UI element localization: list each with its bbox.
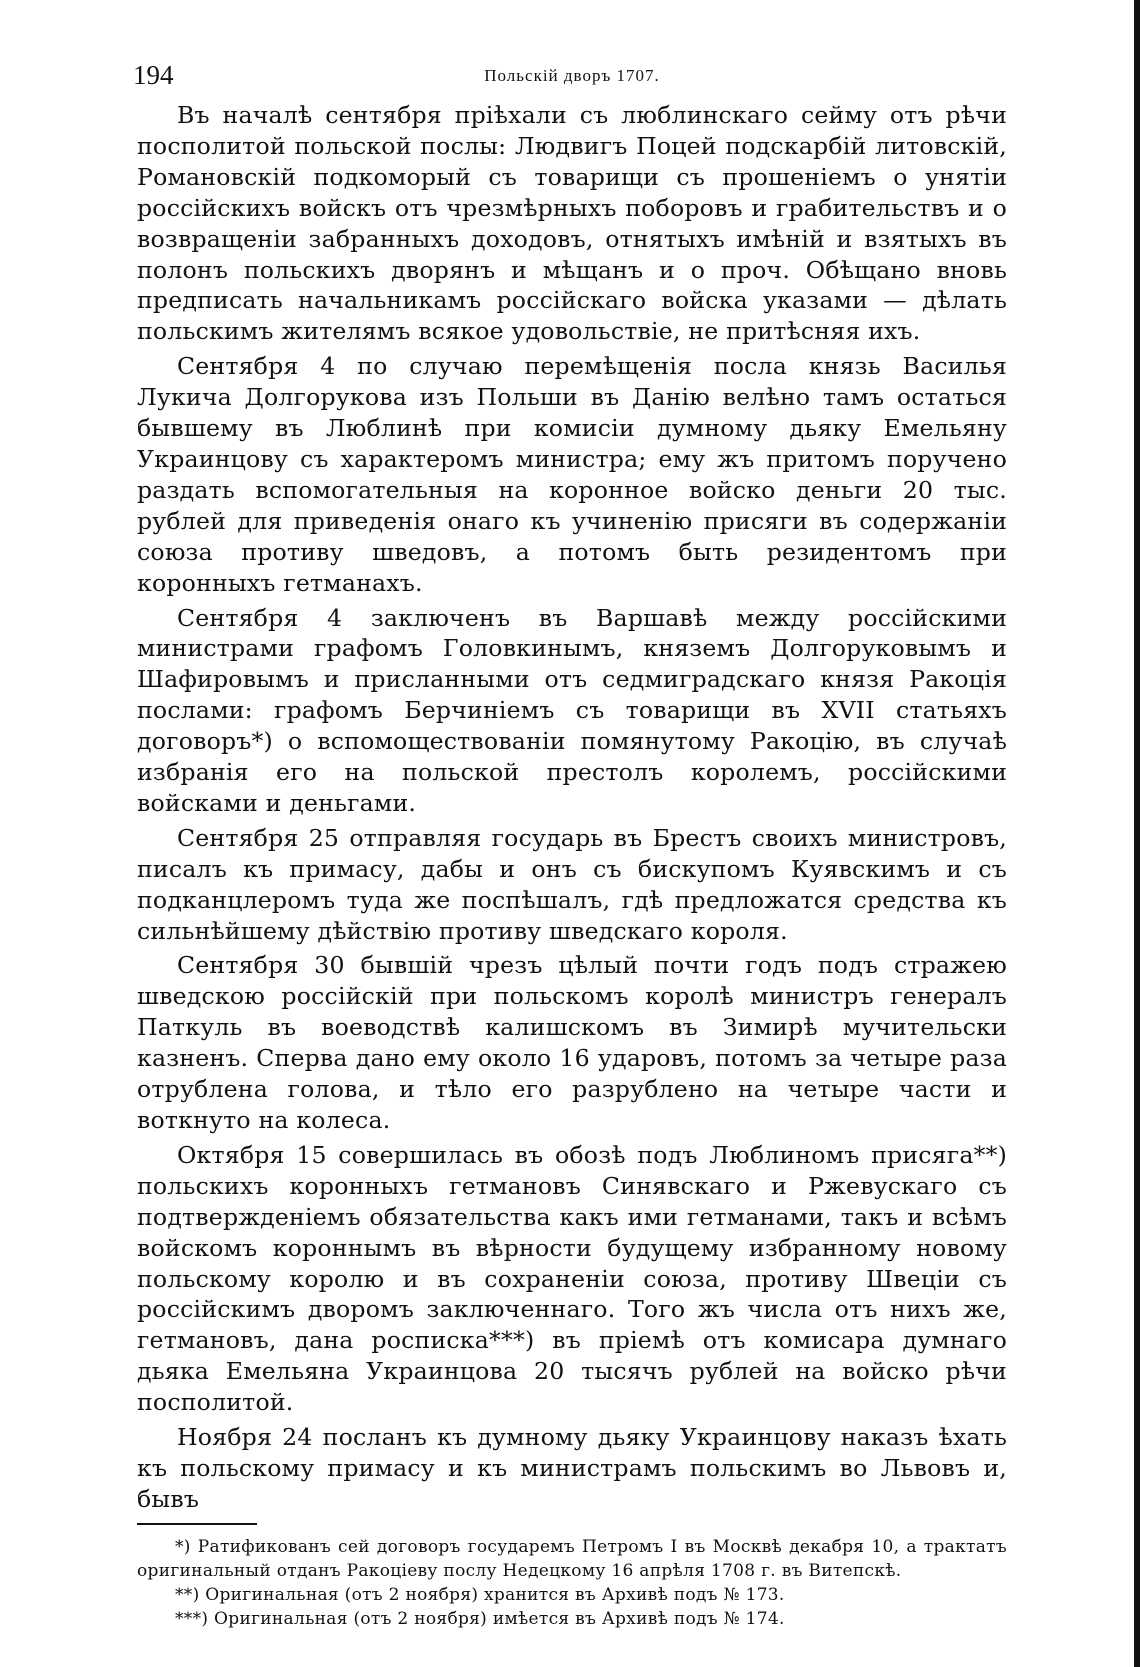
paragraph: Въ началѣ сентября пріѣхали съ люблинскаго сейму отъ рѣчи посполитой польской послы: Людвигъ Поцей подскарбій литовскій, Романовскій подкоморый съ товарищи съ прошеніемъ о унятіи россійскихъ войскъ отъ чрезмѣрныхъ поборовъ и грабительствъ и о возвращеніи забранныхъ доходовъ, отнятыхъ имѣній и взятыхъ въ полонъ польскихъ дворянъ и мѣщанъ и о проч. Обѣщано вновь предписать начальникамъ россійскаго войска указами — дѣлать польскимъ жителямъ всякое удовольствіе, не притѣсняя ихъ. — [137, 101, 1007, 346]
footnote: ***) Оригинальная (отъ 2 ноября) имѣется въ Архивѣ подъ № 174. — [175, 1608, 785, 1629]
paragraph: Сентября 4 по случаю перемѣщенія посла князь Василья Лукича Долгорукова изъ Польши въ Данію велѣно тамъ остаться бывшему въ Люблинѣ при комисіи думному дьяку Емельяну Украинцову съ характеромъ министра; ему жъ притомъ поручено раздать вспомогательныя на коронное войско деньги 20 тыс. рублей для приведенія онаго къ учиненію присяги въ содержаніи союза противу шведовъ, а потомъ быть резидентомъ при коронныхъ гетманахъ. — [137, 352, 1007, 597]
footnote: *) Ратификованъ сей договоръ государемъ Петромъ I въ Москвѣ декабря 10, а трактатъ оригинальный отданъ Ракоціеву послу Недецкому 16 апрѣля 1708 г. въ Витепскѣ. — [137, 1536, 1007, 1581]
scan-edge-line — [1134, 0, 1140, 1667]
page-header — [133, 60, 1007, 96]
paragraph: Сентября 25 отправляя государь въ Брестъ своихъ министровъ, писалъ къ примасу, дабы и онъ съ бискупомъ Куявскимъ и съ подканцлеромъ туда же поспѣшалъ, гдѣ предложатся средства къ сильнѣйшему дѣйствію противу шведскаго короля. — [137, 823, 1007, 945]
running-title: Польскій дворъ 1707. — [484, 66, 660, 85]
footnotes — [137, 1535, 1007, 1631]
footnote-divider — [137, 1523, 257, 1525]
book-page — [133, 60, 1007, 1631]
paragraph: Ноября 24 посланъ къ думному дьяку Украинцову наказъ ѣхать къ польскому примасу и къ министрамъ польскимъ во Львовъ и, бывъ — [137, 1423, 1007, 1513]
footnote: **) Оригинальная (отъ 2 ноября) хранится въ Архивѣ подъ № 173. — [175, 1584, 785, 1605]
paragraph: Сентября 30 бывшій чрезъ цѣлый почти годъ подъ стражею шведскою россійскій при польскомъ королѣ министръ генералъ Паткуль въ воеводствѣ калишскомъ въ Зимирѣ мучительски казненъ. Сперва дано ему около 16 ударовъ, потомъ за четыре раза отрублена голова, и тѣло его разрублено на четыре части и воткнуто на колеса. — [137, 951, 1007, 1134]
paragraph: Сентября 4 заключенъ въ Варшавѣ между россійскими министрами графомъ Головкинымъ, княземъ Долгоруковымъ и Шафировымъ и присланными отъ седмиградскаго князя Ракоція послами: графомъ Берчиніемъ съ товарищи въ XVII статьяхъ договоръ*) о вспомоществованіи помянутому Ракоцію, въ случаѣ избранія его на польской престолъ королемъ, россійскими войсками и деньгами. — [137, 603, 1007, 817]
body-text — [137, 100, 1007, 1515]
page-number: 194 — [133, 60, 174, 90]
paragraph: Октября 15 совершилась въ обозѣ подъ Люблиномъ присяга**) польскихъ коронныхъ гетмановъ Синявскаго и Ржевускаго съ подтвержденіемъ обязательства какъ ими гетманами, такъ и всѣмъ войскомъ короннымъ въ вѣрности будущему избранному новому польскому королю и въ сохраненіи союза, противу Швеціи съ россійскимъ дворомъ заключеннаго. Того жъ числа отъ нихъ же, гетмановъ, дана росписка***) въ пріемѣ отъ комисара думнаго дьяка Емельяна Украинцова 20 тысячъ рублей на войско рѣчи посполитой. — [137, 1140, 1007, 1417]
